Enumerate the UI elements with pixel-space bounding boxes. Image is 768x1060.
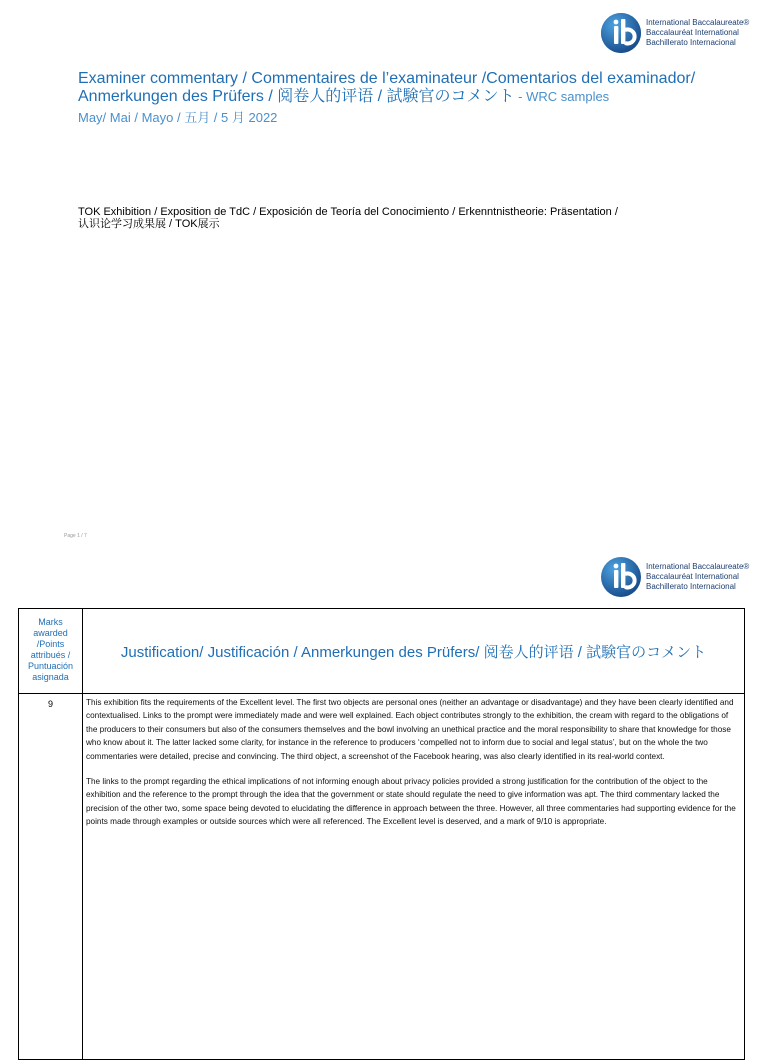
justification-paragraph-2: The links to the prompt regarding the ethical implications of not informing enough about privacy policies provided a strong justification for the contribution of the object to the exhibition and the reference to the prompt through the idea that the government or state should regulate the need to give information was apt. The third commentary lacked the precision of the other two, some space being devoted to elucidating the difference in approach between the three. However, all three commentaries had supporting evidence for the points made through examples or outside sources which were all referenced. The Excellent level is deserved, and a mark of 9/10 is appropriate. (86, 777, 736, 827)
ib-logo (600, 12, 749, 54)
justification-text (83, 694, 745, 1060)
session-date: May/ Mai / Mayo / 五月 / 5 月 2022 (78, 110, 278, 125)
commentary-table (18, 608, 745, 1060)
logo-line-3: Bachillerato Internacional (646, 38, 736, 47)
page-2 (0, 548, 768, 1024)
marks-header: Marks awarded /Points attribués / Puntuación asignada (19, 609, 83, 694)
logo-line-2: Baccalauréat International (646, 572, 739, 581)
subject-heading (78, 206, 698, 230)
logo-line-3: Bachillerato Internacional (646, 582, 736, 591)
subject-line-2: 认识论学习成果展 / TOK展示 (78, 218, 220, 230)
logo-text (646, 562, 749, 592)
title-line-2 (78, 88, 718, 106)
logo-line-2: Baccalauréat International (646, 28, 739, 37)
ib-logo-icon (600, 12, 642, 54)
table-header-row (19, 609, 745, 694)
title-line-1: Examiner commentary / Commentaires de l’examinateur /Comentarios del examinador/ (78, 70, 696, 87)
ib-logo-icon (600, 556, 642, 598)
logo-line-1: International Baccalaureate® (646, 18, 750, 27)
document-title (78, 70, 718, 126)
logo-line-1: International Baccalaureate® (646, 562, 750, 571)
logo-text (646, 18, 749, 48)
mark-value: 9 (19, 694, 83, 1060)
table-row (19, 694, 745, 1060)
subject-line-1: TOK Exhibition / Exposition de TdC / Exposición de Teoría del Conocimiento / Erkenntnistheorie: Präsentation / (78, 206, 618, 218)
page-number: Page 1 / 7 (64, 533, 87, 539)
title-suffix: - WRC samples (514, 89, 610, 104)
justification-header: Justification/ Justificación / Anmerkungen des Prüfers/ 阅卷人的评语 / 試験官のコメント (83, 609, 745, 694)
ib-logo-page-2 (600, 556, 749, 598)
justification-paragraph-1: This exhibition fits the requirements of the Excellent level. The first two objects are personal ones (neither an advantage or disadvantage) and they have been clearly identified and contextualised. Links to the prompt were immediately made and were well explained. Each object contributes strongly to the exhibition, the cream with regard to the obligations of the producers to their consumers but also of the consumers themselves and the bowl involving an unethical practice and the moral responsibility to share that knowledge for those who know about it. The latter lacked some clarity, for instance in the reference to producers ‘compelled not to inform due to social and legal status’, but on the whole the two commentaries were detailed, precise and convincing. The third object, a screenshot of the Facebook hearing, was also clearly identified in its real-world context. (86, 698, 734, 761)
title-line-2-text: Anmerkungen des Prüfers / 阅卷人的评语 / 試験官のコメント (78, 88, 515, 105)
